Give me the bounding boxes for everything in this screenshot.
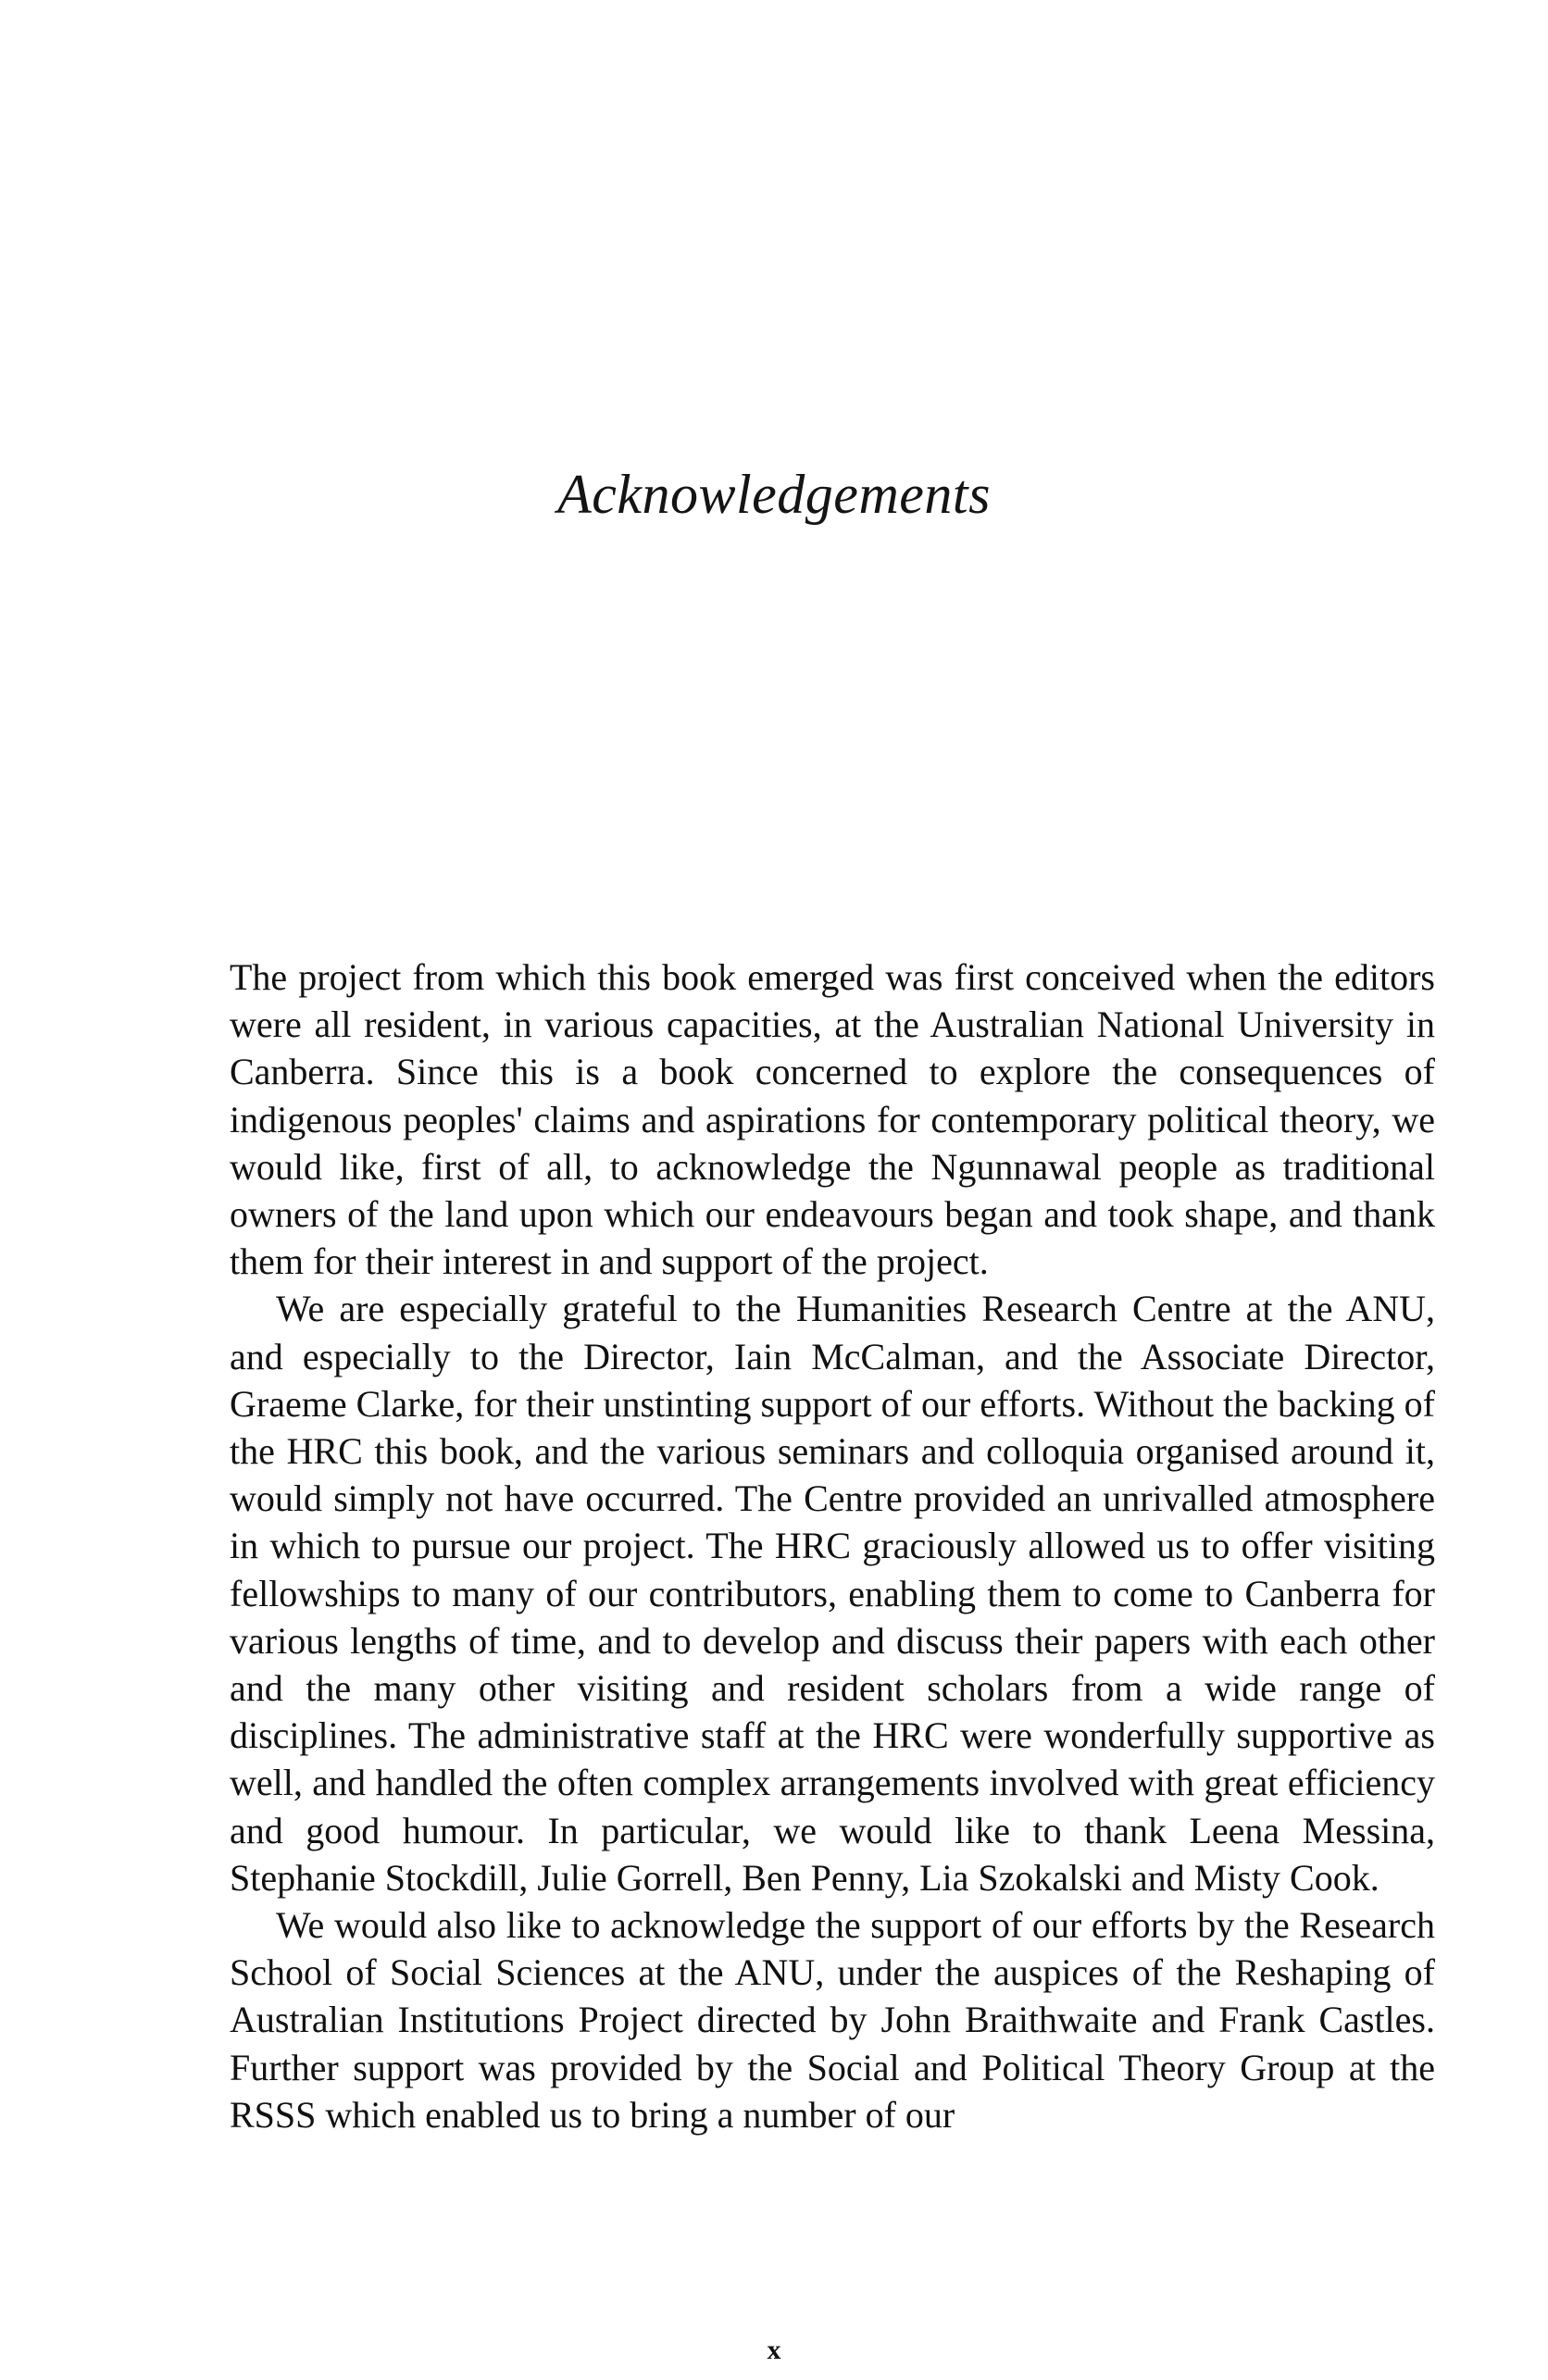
body-text <box>230 953 1435 2138</box>
paragraph-1: The project from which this book emerged was first conceived when the editors were all resident, in various capacities, at the Australian National University in Canberra. Since this is a book concerned to explore the consequences of indigenous peoples' claims and aspirations for contemporary political theory, we would like, first of all, to acknowledge the Ngunnawal people as traditional owners of the land upon which our endeavours began and took shape, and thank them for their interest in and support of the project. <box>230 956 1435 1283</box>
paragraph-3: We would also like to acknowledge the support of our efforts by the Research School of Social Sciences at the ANU, under the auspices of the Reshaping of Australian Institutions Project directed by John Braithwaite and Frank Castles. Further support was provided by the Social and Political Theory Group at the RSSS which enabled us to bring a number of our <box>230 1904 1435 2136</box>
page-title: Acknowledgements <box>557 464 991 525</box>
page-number: x <box>767 2335 781 2365</box>
paragraph-2: We are especially grateful to the Humanities Research Centre at the ANU, and especially to the Director, Iain McCalman, and the Associate Director, Graeme Clarke, for their unstinting support of our efforts. Without the backing of the HRC this book, and the various seminars and colloquia organised around it, would simply not have occurred. The Centre provided an unrivalled atmosphere in which to pursue our project. The HRC graciously allowed us to offer visiting fellowships to many of our contributors, enabling them to come to Canberra for various lengths of time, and to develop and discuss their papers with each other and the many other visiting and resident scholars from a wide range of disciplines. The administrative staff at the HRC were wonderfully supportive as well, and handled the often complex arrangements involved with great efficiency and good humour. In particular, we would like to thank Leena Messina, Stephanie Stockdill, Julie Gorrell, Ben Penny, Lia Szokalski and Misty Cook. <box>230 1288 1435 1899</box>
